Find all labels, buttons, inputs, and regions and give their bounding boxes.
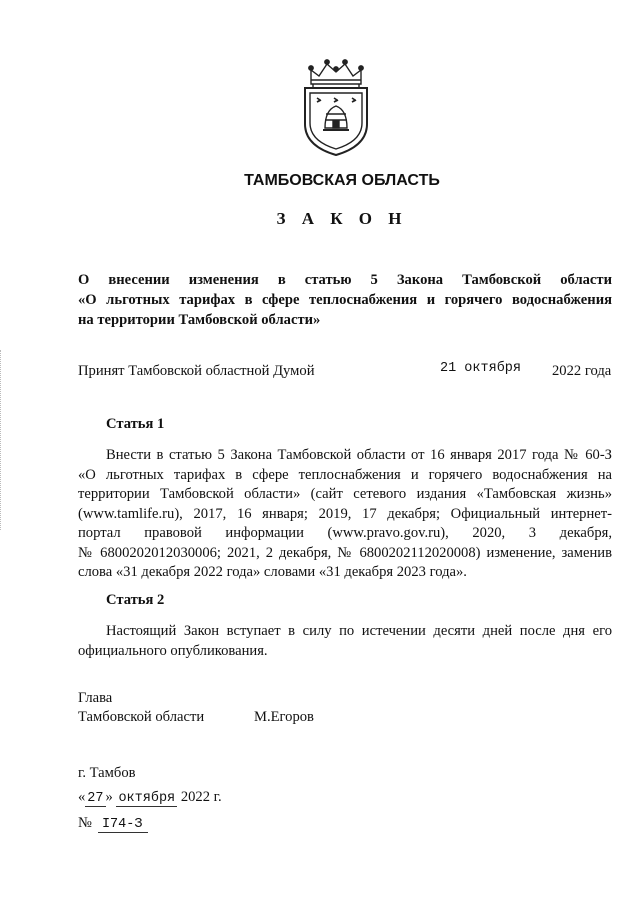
title-line: «О льготных тарифах в сфере теплоснабжения и горячего водоснабжения — [78, 292, 612, 308]
article-2-heading: Статья 2 — [106, 592, 165, 608]
date-month: октября — [118, 791, 176, 806]
signatory-position-line1: Глава — [78, 690, 113, 706]
date-open-quote: « — [78, 789, 86, 805]
scan-edge-mark — [0, 350, 3, 530]
date-day: 27 — [87, 791, 104, 806]
region-name: ТАМБОВСКАЯ ОБЛАСТЬ — [244, 172, 440, 189]
adoption-day: 21 октября — [440, 361, 522, 376]
signing-date — [78, 789, 222, 806]
coat-of-arms-icon — [297, 58, 375, 158]
number-label: № — [78, 815, 92, 831]
signatory-name: М.Егоров — [254, 709, 314, 725]
paragraph-line: портал правовой информации (www.pravo.gov.ru), 2020, 3 декабря, — [78, 525, 612, 541]
adoption-label: Принят Тамбовской областной Думой — [78, 363, 315, 379]
document-type: З А К О Н — [276, 209, 408, 228]
signatory-position-line2: Тамбовской области — [78, 709, 205, 725]
paragraph-line: (www.tamlife.ru), 2017, 16 января; 2019, 17 декабря; Официальный интернет- — [78, 505, 612, 522]
paragraph-line: территории Тамбовской области» (сайт сетевого издания «Тамбовская жизнь» — [78, 486, 612, 502]
paragraph-line: «О льготных тарифах в сфере теплоснабжения и горячего водоснабжения на — [78, 466, 612, 483]
number-value: I74-З — [98, 817, 149, 833]
title-line: на территории Тамбовской области» — [78, 312, 321, 328]
adoption-line — [78, 363, 614, 380]
date-year: 2022 г. — [180, 789, 222, 805]
paragraph-line: Внести в статью 5 Закона Тамбовской области от 16 января 2017 года № 60-З — [106, 447, 612, 463]
paragraph-line: № 6800202012030006; 2021, 2 декабря, № 6800202112020008) изменение, заменив — [78, 544, 612, 561]
title-line: О внесении изменения в статью 5 Закона Тамбовской области — [78, 272, 612, 288]
adoption-year: 2022 года — [552, 363, 612, 379]
law-title — [78, 270, 612, 330]
signing-city: г. Тамбов — [78, 765, 136, 781]
law-number — [78, 815, 148, 832]
article-2-text — [78, 622, 612, 661]
paragraph-line: слова «31 декабря 2022 года» словами «31 декабря 2023 года». — [78, 564, 467, 580]
date-close-quote: » — [105, 789, 113, 805]
paragraph-line: Настоящий Закон вступает в силу по истечении десяти дней после дня его — [106, 623, 612, 639]
paragraph-line: официального опубликования. — [78, 642, 268, 659]
article-1-text — [78, 446, 612, 583]
article-1-heading: Статья 1 — [106, 416, 165, 432]
